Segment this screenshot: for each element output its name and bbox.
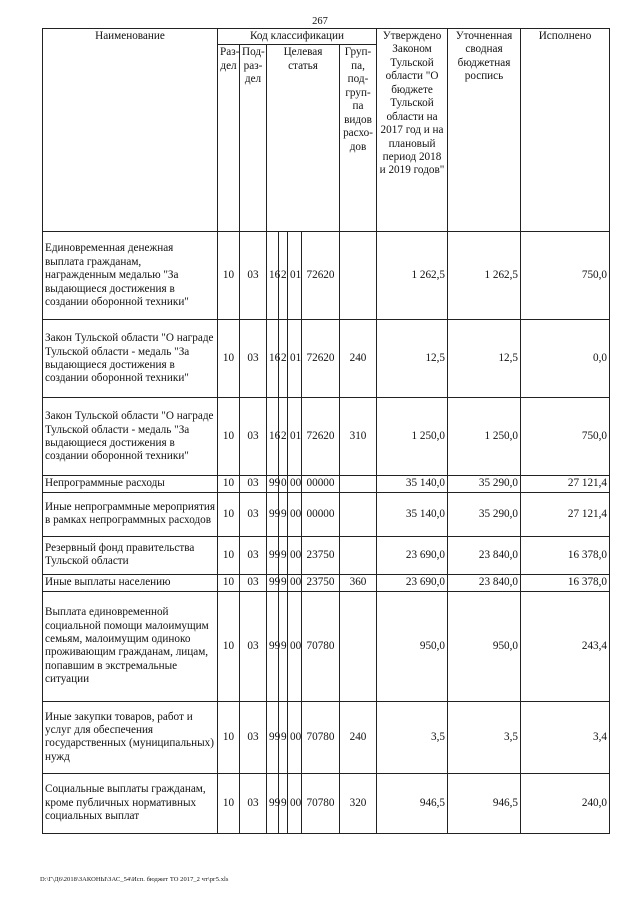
row-cs2: 2 (279, 398, 288, 476)
table-row (43, 320, 610, 398)
row-name: Иные закупки товаров, работ и услуг для обеспечения государственных (муниципальных) нужд (43, 701, 218, 773)
row-group: 320 (340, 773, 377, 833)
row-name: Единовременная денежная выплата гражданам, награжденным медалью "За выдающиеся достижения в создании оборонной техники" (43, 232, 218, 320)
row-cs3: 00 (288, 574, 302, 591)
row-approved: 1 250,0 (377, 398, 448, 476)
row-cs3: 00 (288, 773, 302, 833)
row-podrazdel: 03 (240, 591, 267, 701)
row-approved: 12,5 (377, 320, 448, 398)
row-group (340, 536, 377, 574)
row-cs1: 99 (267, 701, 279, 773)
row-razdel: 10 (218, 536, 240, 574)
row-name: Социальные выплаты гражданам, кроме публичных нормативных социальных выплат (43, 773, 218, 833)
table-row (43, 536, 610, 574)
row-cs1: 16 (267, 320, 279, 398)
row-approved: 1 262,5 (377, 232, 448, 320)
table-row (43, 232, 610, 320)
row-approved: 35 140,0 (377, 492, 448, 536)
row-cs1: 99 (267, 574, 279, 591)
row-cs3: 00 (288, 492, 302, 536)
row-refined: 1 250,0 (448, 398, 521, 476)
row-razdel: 10 (218, 232, 240, 320)
row-cs2: 9 (279, 773, 288, 833)
header-approved: Утверждено Законом Тульской области "О бюджете Тульской области на 2017 год и на плановый период 2018 и 2019 годов" (377, 29, 448, 232)
row-group (340, 591, 377, 701)
row-cs1: 99 (267, 492, 279, 536)
table-row (43, 492, 610, 536)
row-refined: 950,0 (448, 591, 521, 701)
row-podrazdel: 03 (240, 398, 267, 476)
row-refined: 946,5 (448, 773, 521, 833)
row-refined: 35 290,0 (448, 492, 521, 536)
row-refined: 12,5 (448, 320, 521, 398)
row-group: 240 (340, 701, 377, 773)
row-executed: 243,4 (521, 591, 610, 701)
table-row (43, 574, 610, 591)
row-podrazdel: 03 (240, 476, 267, 492)
row-cs1: 99 (267, 536, 279, 574)
row-group: 240 (340, 320, 377, 398)
footer-file-path: D:\Г\Д6\2018\ЗАКОНЫ\ЗАС_54\Исп. бюджет ТО 2017_2 чт\рг5.xls (40, 876, 229, 883)
row-name: Закон Тульской области "О награде Тульской области - медаль "За выдающиеся достижения в создании оборонной техники" (43, 398, 218, 476)
row-podrazdel: 03 (240, 536, 267, 574)
row-podrazdel: 03 (240, 492, 267, 536)
row-approved: 950,0 (377, 591, 448, 701)
row-razdel: 10 (218, 591, 240, 701)
row-cs2: 0 (279, 476, 288, 492)
row-cs4: 72620 (302, 232, 340, 320)
row-approved: 35 140,0 (377, 476, 448, 492)
row-refined: 23 840,0 (448, 574, 521, 591)
row-podrazdel: 03 (240, 701, 267, 773)
row-refined: 35 290,0 (448, 476, 521, 492)
row-cs4: 70780 (302, 591, 340, 701)
row-cs2: 9 (279, 536, 288, 574)
table-row (43, 773, 610, 833)
row-executed: 3,4 (521, 701, 610, 773)
row-name: Иные выплаты населению (43, 574, 218, 591)
row-executed: 27 121,4 (521, 492, 610, 536)
row-cs3: 01 (288, 232, 302, 320)
header-refined: Уточненная сводная бюджетная роспись (448, 29, 521, 232)
row-cs3: 00 (288, 536, 302, 574)
header-target: Целевая статья (267, 45, 340, 232)
header-razdel: Раз-дел (218, 45, 240, 232)
row-cs4: 72620 (302, 320, 340, 398)
row-refined: 23 840,0 (448, 536, 521, 574)
row-razdel: 10 (218, 492, 240, 536)
row-razdel: 10 (218, 773, 240, 833)
table-row (43, 476, 610, 492)
row-cs1: 99 (267, 476, 279, 492)
row-refined: 1 262,5 (448, 232, 521, 320)
row-cs2: 2 (279, 232, 288, 320)
page-number: 267 (312, 16, 328, 27)
row-razdel: 10 (218, 398, 240, 476)
row-cs2: 2 (279, 320, 288, 398)
row-razdel: 10 (218, 476, 240, 492)
table-row (43, 701, 610, 773)
row-approved: 3,5 (377, 701, 448, 773)
row-cs4: 00000 (302, 476, 340, 492)
row-executed: 16 378,0 (521, 536, 610, 574)
row-cs1: 99 (267, 773, 279, 833)
row-group (340, 476, 377, 492)
row-executed: 240,0 (521, 773, 610, 833)
header-name: Наименование (43, 29, 218, 232)
header-executed: Исполнено (521, 29, 610, 232)
row-executed: 750,0 (521, 232, 610, 320)
row-executed: 0,0 (521, 320, 610, 398)
row-approved: 946,5 (377, 773, 448, 833)
row-cs4: 23750 (302, 574, 340, 591)
row-cs3: 00 (288, 476, 302, 492)
row-cs3: 01 (288, 398, 302, 476)
row-cs4: 70780 (302, 701, 340, 773)
row-name: Иные непрограммные мероприятия в рамках непрограммных расходов (43, 492, 218, 536)
row-cs4: 00000 (302, 492, 340, 536)
row-refined: 3,5 (448, 701, 521, 773)
row-podrazdel: 03 (240, 574, 267, 591)
row-group (340, 492, 377, 536)
row-razdel: 10 (218, 320, 240, 398)
row-podrazdel: 03 (240, 320, 267, 398)
row-razdel: 10 (218, 574, 240, 591)
row-cs3: 01 (288, 320, 302, 398)
row-cs2: 9 (279, 574, 288, 591)
row-cs2: 9 (279, 492, 288, 536)
row-cs3: 00 (288, 591, 302, 701)
row-podrazdel: 03 (240, 773, 267, 833)
row-cs4: 23750 (302, 536, 340, 574)
row-name: Резервный фонд правительства Тульской области (43, 536, 218, 574)
header-group: Груп-па, под-груп-па видов расхо-дов (340, 45, 377, 232)
row-executed: 16 378,0 (521, 574, 610, 591)
row-cs1: 16 (267, 232, 279, 320)
row-cs4: 72620 (302, 398, 340, 476)
row-group: 310 (340, 398, 377, 476)
row-cs2: 9 (279, 591, 288, 701)
row-executed: 750,0 (521, 398, 610, 476)
header-code-group: Код классификации (218, 29, 377, 45)
row-podrazdel: 03 (240, 232, 267, 320)
row-name: Выплата единовременной социальной помощи малоимущим семьям, малоимущим одиноко проживающим гражданам, лицам, попавшим в экстремальные ситуации (43, 591, 218, 701)
row-name: Закон Тульской области "О награде Тульской области - медаль "За выдающиеся достижения в создании оборонной техники" (43, 320, 218, 398)
row-cs3: 00 (288, 701, 302, 773)
row-cs1: 99 (267, 591, 279, 701)
header-podrazdel: Под-раз-дел (240, 45, 267, 232)
table-row (43, 591, 610, 701)
row-approved: 23 690,0 (377, 536, 448, 574)
table-row (43, 398, 610, 476)
row-group: 360 (340, 574, 377, 591)
budget-table (42, 28, 610, 834)
row-name: Непрограммные расходы (43, 476, 218, 492)
row-cs4: 70780 (302, 773, 340, 833)
row-executed: 27 121,4 (521, 476, 610, 492)
row-cs2: 9 (279, 701, 288, 773)
row-razdel: 10 (218, 701, 240, 773)
row-approved: 23 690,0 (377, 574, 448, 591)
row-group (340, 232, 377, 320)
row-cs1: 16 (267, 398, 279, 476)
